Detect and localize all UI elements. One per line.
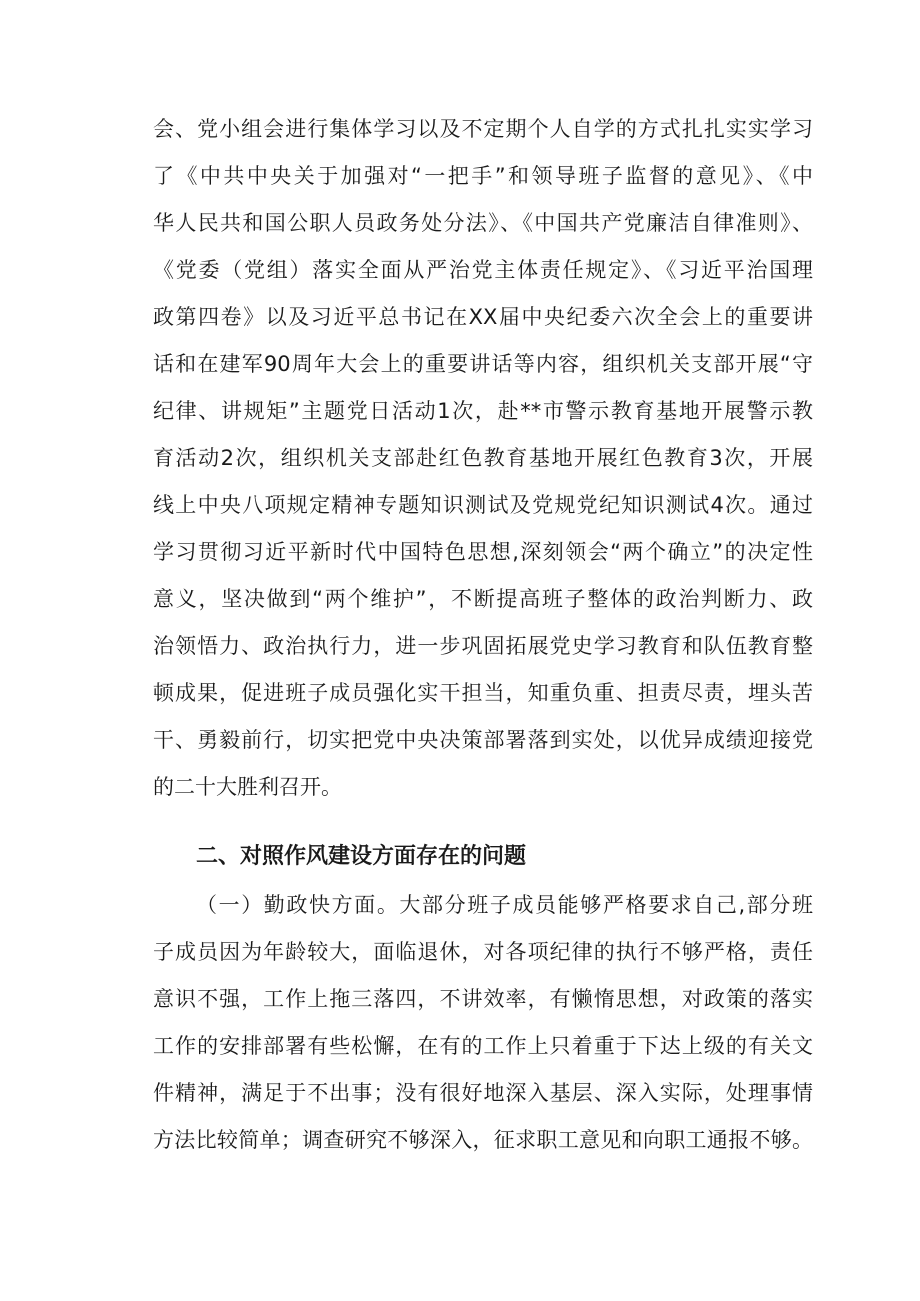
paragraph-1-line-11: 意义，坚决做到“两个维护”，不断提高班子整体的政治判断力、政 bbox=[153, 587, 813, 611]
paragraph-2-line-1: （一）勤政快方面。大部分班子成员能够严格要求自己,部分班 bbox=[196, 893, 813, 917]
section-heading: 二、对照作风建设方面存在的问题 bbox=[196, 844, 527, 869]
paragraph-1-line-8: 育活动2次，组织机关支部赴红色教育基地开展红色教育3次，开展 bbox=[153, 446, 813, 470]
paragraph-2-line-5: 件精神，满足于不出事；没有很好地深入基层、深入实际，处理事情 bbox=[153, 1081, 813, 1105]
paragraph-1-line-5: 政第四卷》以及习近平总书记在XX届中央纪委六次全会上的重要讲 bbox=[153, 305, 813, 329]
paragraph-2-line-2: 子成员因为年龄较大，面临退休，对各项纪律的执行不够严格，责任 bbox=[153, 940, 813, 964]
paragraph-1-line-3: 华人民共和国公职人员政务处分法》、《中国共产党廉洁自律准则》、 bbox=[153, 211, 813, 235]
paragraph-2-line-6: 方法比较简单；调查研究不够深入，征求职工意见和向职工通报不够。 bbox=[153, 1128, 813, 1152]
paragraph-1-line-13: 顿成果，促进班子成员强化实干担当，知重负重、担责尽责，埋头苦 bbox=[153, 681, 813, 705]
paragraph-1-line-7: 纪律、讲规矩”主题党日活动1次，赴**市警示教育基地开展警示教 bbox=[153, 399, 813, 423]
paragraph-1-line-4: 《党委（党组）落实全面从严治党主体责任规定》、《习近平治国理 bbox=[153, 258, 813, 282]
paragraph-1-line-6: 话和在建军90周年大会上的重要讲话等内容，组织机关支部开展“守 bbox=[153, 352, 813, 376]
paragraph-1-line-10: 学习贯彻习近平新时代中国特色思想,深刻领会“两个确立”的决定性 bbox=[153, 540, 813, 564]
paragraph-1-line-12: 治领悟力、政治执行力，进一步巩固拓展党史学习教育和队伍教育整 bbox=[153, 634, 813, 658]
paragraph-1-line-15: 的二十大胜利召开。 bbox=[153, 775, 342, 799]
paragraph-2-line-4: 工作的安排部署有些松懈，在有的工作上只着重于下达上级的有关文 bbox=[153, 1034, 813, 1058]
paragraph-1-line-2: 了《中共中央关于加强对“一把手”和领导班子监督的意见》、《中 bbox=[153, 164, 813, 188]
paragraph-1-line-14: 干、勇毅前行，切实把党中央决策部署落到实处，以优异成绩迎接党 bbox=[153, 728, 813, 752]
paragraph-1-line-9: 线上中央八项规定精神专题知识测试及党规党纪知识测试4次。通过 bbox=[153, 493, 813, 517]
paragraph-2-line-3: 意识不强，工作上拖三落四，不讲效率，有懒惰思想，对政策的落实 bbox=[153, 987, 813, 1011]
paragraph-1-line-1: 会、党小组会进行集体学习以及不定期个人自学的方式扎扎实实学习 bbox=[153, 117, 813, 141]
